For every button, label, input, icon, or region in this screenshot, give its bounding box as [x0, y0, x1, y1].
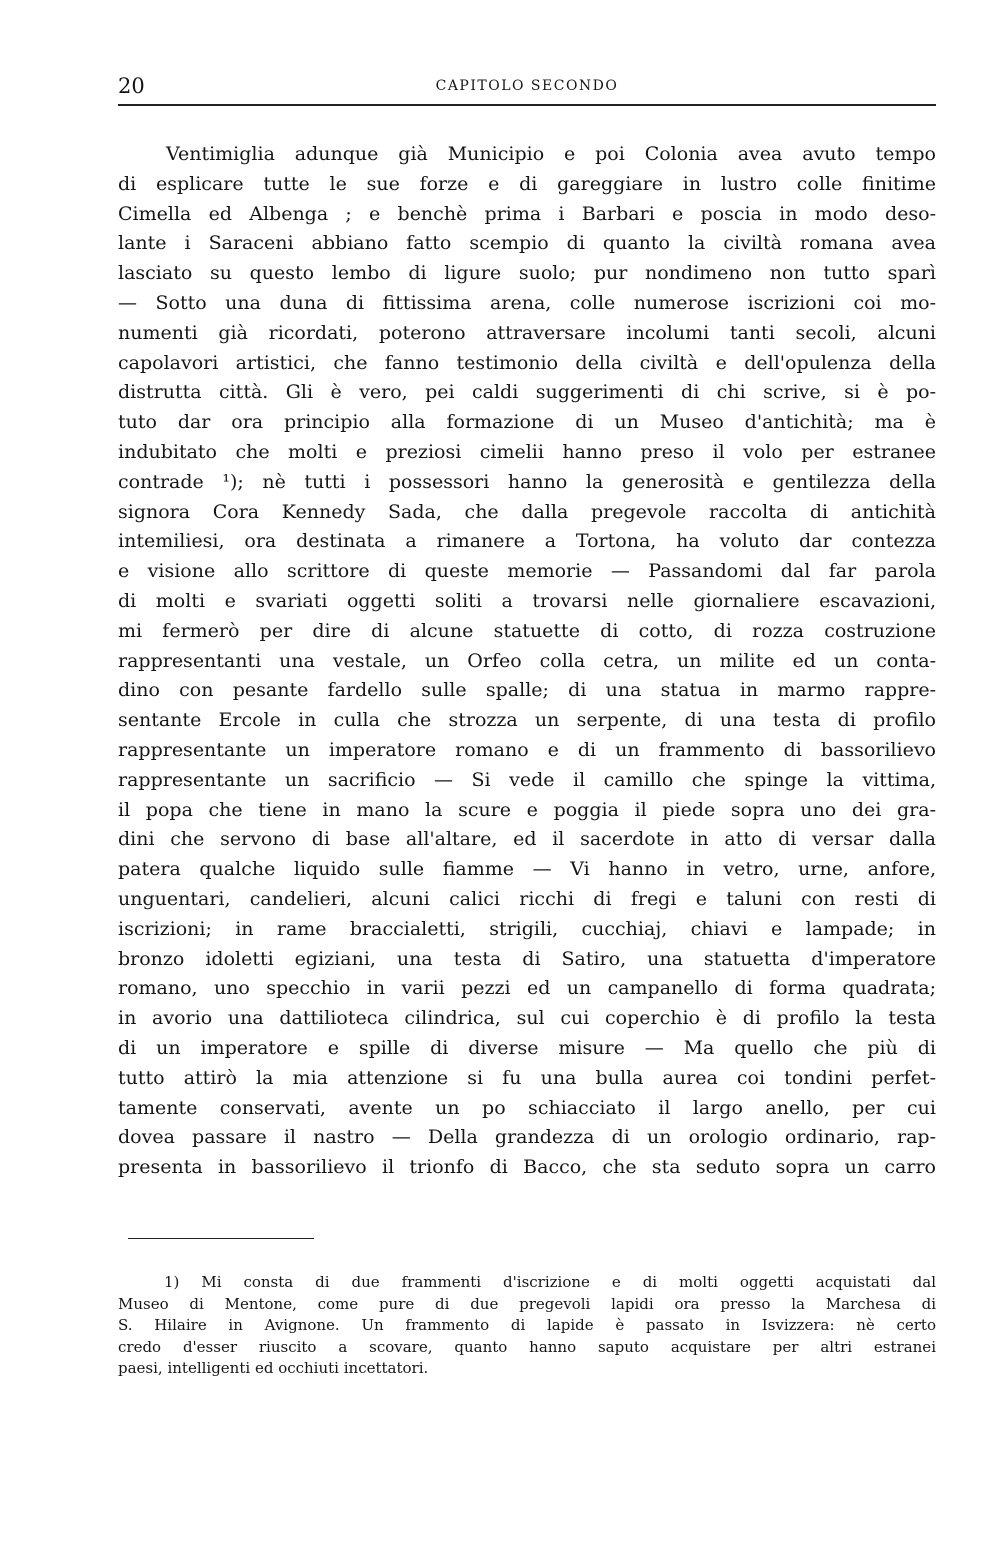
body-line: di molti e svariati oggetti soliti a trovarsi nelle giornaliere escavazioni, — [118, 589, 936, 612]
body-line: sentante Ercole in culla che strozza un serpente, di una testa di profilo — [118, 709, 936, 732]
body-line: patera qualche liquido sulle fiamme — Vi hanno in vetro, urne, anfore, — [118, 858, 936, 881]
body-line: lasciato su questo lembo di ligure suolo; pur nondimeno non tutto sparì — [118, 262, 936, 285]
body-line: di un imperatore e spille di diverse misure — Ma quello che più di — [118, 1036, 936, 1059]
body-line: rappresentante un imperatore romano e di un frammento di bassorilievo — [118, 738, 936, 761]
body-line: distrutta città. Gli è vero, pei caldi suggerimenti di chi scrive, si è po- — [118, 381, 936, 404]
body-text — [118, 140, 936, 1183]
page-header — [118, 74, 936, 100]
body-line: tuto dar ora principio alla formazione di un Museo d'antichità; ma è — [118, 411, 936, 434]
footnotes — [118, 1272, 936, 1380]
body-line: presenta in bassorilievo il trionfo di Bacco, che sta seduto sopra un carro — [118, 1156, 936, 1179]
body-line: in avorio una dattilioteca cilindrica, sul cui coperchio è di profilo la testa — [118, 1007, 936, 1030]
footnote-line: credo d'esser riuscito a scovare, quanto hanno saputo acquistare per altri estranei — [118, 1337, 936, 1356]
body-line: dovea passare il nastro — Della grandezza di un orologio ordinario, rap- — [118, 1126, 936, 1149]
body-line: iscrizioni; in rame braccialetti, strigili, cucchiaj, chiavi e lampade; in — [118, 917, 936, 940]
body-line: lante i Saraceni abbiano fatto scempio di quanto la civiltà romana avea — [118, 232, 936, 255]
footnote-line: S. Hilaire in Avignone. Un frammento di lapide è passato in Isvizzera: nè certo — [118, 1316, 936, 1334]
page-number: 20 — [118, 74, 145, 98]
body-line: Cimella ed Albenga ; e benchè prima i Barbari e poscia in modo deso- — [118, 202, 936, 225]
body-line: indubitato che molti e preziosi cimelii hanno preso il volo per estranee — [118, 440, 936, 463]
header-rule — [118, 104, 936, 106]
body-line: intemiliesi, ora destinata a rimanere a Tortona, ha voluto dar contezza — [118, 530, 936, 553]
body-line: bronzo idoletti egiziani, una testa di Satiro, una statuetta d'imperatore — [118, 947, 936, 970]
body-line: di esplicare tutte le sue forze e di gareggiare in lustro colle finitime — [118, 172, 936, 195]
body-line: numenti già ricordati, poterono attraversare incolumi tanti secoli, alcuni — [118, 321, 936, 344]
footnote-line: paesi, intelligenti ed occhiuti incettatori. — [118, 1359, 429, 1377]
body-line: rappresentante un sacrificio — Si vede il camillo che spinge la vittima, — [118, 768, 936, 791]
footnote-line: Museo di Mentone, come pure di due pregevoli lapidi ora presso la Marchesa di — [118, 1294, 936, 1313]
footnote-rule — [128, 1238, 314, 1239]
body-line: il popa che tiene in mano la scure e poggia il piede sopra uno dei gra- — [118, 798, 936, 821]
body-line: e visione allo scrittore di queste memorie — Passandomi dal far parola — [118, 560, 936, 583]
body-line: capolavori artistici, che fanno testimonio della civiltà e dell'opulenza della — [118, 351, 936, 374]
body-line: signora Cora Kennedy Sada, che dalla pregevole raccolta di antichità — [118, 500, 936, 523]
running-head: CAPITOLO SECONDO — [435, 78, 619, 94]
body-line: tutto attirò la mia attenzione si fu una bulla aurea coi tondini perfet- — [118, 1066, 936, 1089]
footnote-line: 1) Mi consta di due frammenti d'iscrizione e di molti oggetti acquistati dal — [164, 1273, 936, 1291]
body-line: rappresentanti una vestale, un Orfeo colla cetra, un milite ed un conta- — [118, 649, 936, 672]
body-line: romano, uno specchio in varii pezzi ed un campanello di forma quadrata; — [118, 977, 936, 1000]
body-line: contrade ¹); nè tutti i possessori hanno la generosità e gentilezza della — [118, 470, 936, 493]
body-line: dino con pesante fardello sulle spalle; di una statua in marmo rappre- — [118, 679, 936, 702]
body-line: dini che servono di base all'altare, ed il sacerdote in atto di versar dalla — [118, 828, 936, 851]
body-line: Ventimiglia adunque già Municipio e poi Colonia avea avuto tempo — [166, 143, 936, 165]
body-line: mi fermerò per dire di alcune statuette di cotto, di rozza costruzione — [118, 619, 936, 642]
body-line: unguentari, candelieri, alcuni calici ricchi di fregi e taluni con resti di — [118, 887, 936, 910]
body-line: — Sotto una duna di fittissima arena, colle numerose iscrizioni coi mo- — [118, 291, 936, 314]
body-line: tamente conservati, avente un po schiacciato il largo anello, per cui — [118, 1096, 936, 1119]
